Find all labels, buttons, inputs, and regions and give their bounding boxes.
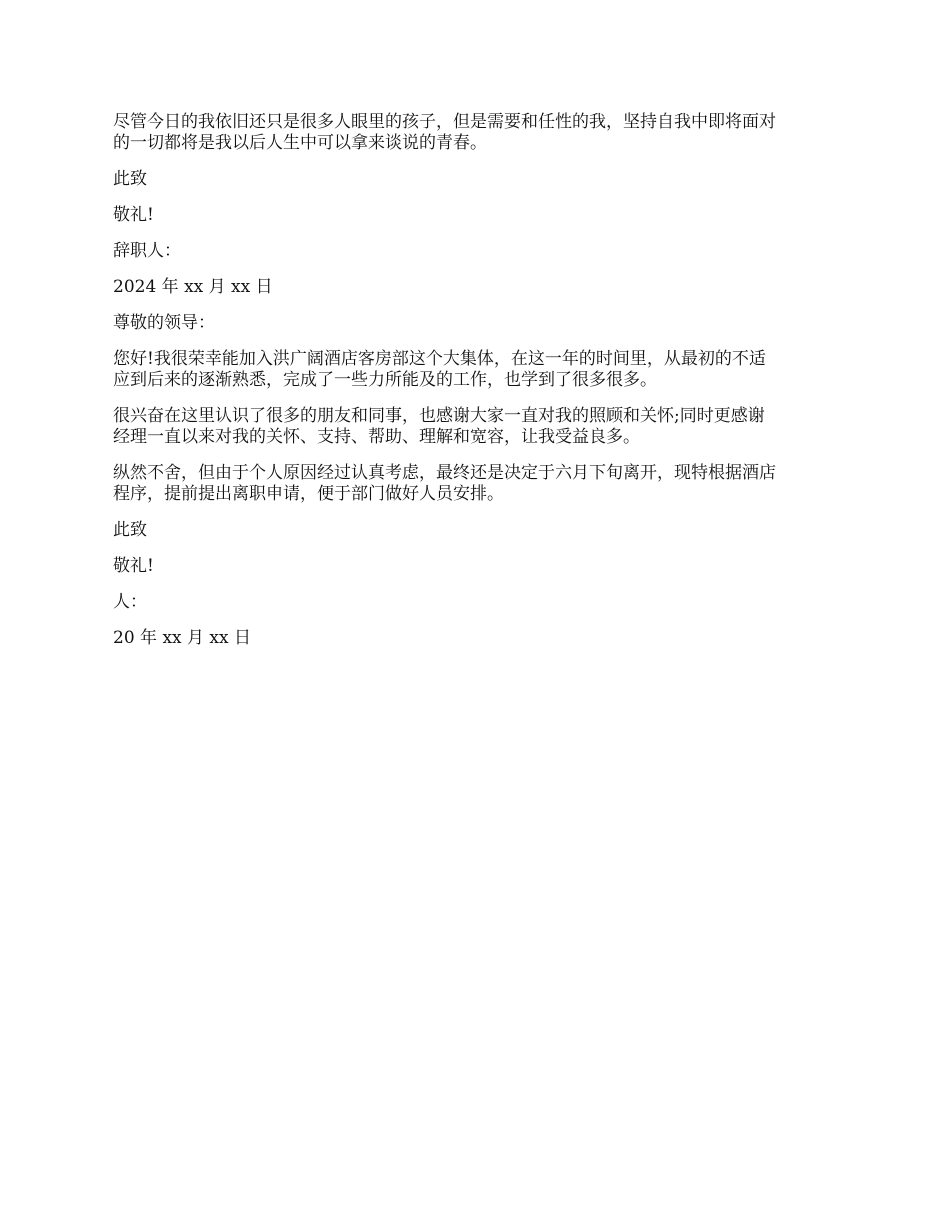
salutation-jingli [113, 205, 843, 226]
signature-label [113, 592, 843, 613]
paragraph-line: 经理一直以来对我的关怀、支持、帮助、理解和宽容，让我受益良多。 [113, 427, 640, 447]
paragraph-line: 应到后来的逐渐熟悉，完成了一些力所能及的工作，也学到了很多很多。 [113, 370, 657, 390]
letter-greeting [113, 313, 843, 334]
paragraph-line: 您好!我很荣幸能加入洪广阔酒店客房部这个大集体，在这一年的时间里，从最初的不适 [113, 349, 766, 369]
paragraph-line: 敬礼! [113, 205, 154, 225]
paragraph-line: 尊敬的领导： [113, 313, 215, 333]
salutation-jingli [113, 556, 843, 577]
paragraph-line: 纵然不舍，但由于个人原因经过认真考虑，最终还是决定于六月下旬离开，现特根据酒店 [113, 463, 776, 483]
body-paragraph [113, 349, 843, 391]
body-paragraph [113, 463, 843, 505]
paragraph-line: 此致 [113, 169, 147, 189]
salutation-cizhi [113, 169, 843, 190]
paragraph-line: 程序，提前提出离职申请，便于部门做好人员安排。 [113, 484, 504, 504]
paragraph-line: 人： [113, 592, 147, 612]
paragraph-closing-intro [113, 112, 843, 154]
paragraph-line: 2024 年 xx 月 xx 日 [113, 277, 273, 297]
body-paragraph [113, 406, 843, 448]
document-page [113, 112, 843, 664]
paragraph-line: 敬礼! [113, 556, 154, 576]
signature-label [113, 241, 843, 262]
paragraph-line: 很兴奋在这里认识了很多的朋友和同事，也感谢大家一直对我的照顾和关怀;同时更感谢 [113, 406, 765, 426]
paragraph-line: 的一切都将是我以后人生中可以拿来谈说的青春。 [113, 133, 487, 153]
paragraph-line: 20 年 xx 月 xx 日 [113, 628, 252, 648]
paragraph-line: 此致 [113, 520, 147, 540]
paragraph-line: 尽管今日的我依旧还只是很多人眼里的孩子，但是需要和任性的我，坚持自我中即将面对 [113, 112, 776, 132]
salutation-cizhi [113, 520, 843, 541]
date-line [113, 628, 843, 649]
paragraph-line: 辞职人： [113, 241, 181, 261]
date-line [113, 277, 843, 298]
